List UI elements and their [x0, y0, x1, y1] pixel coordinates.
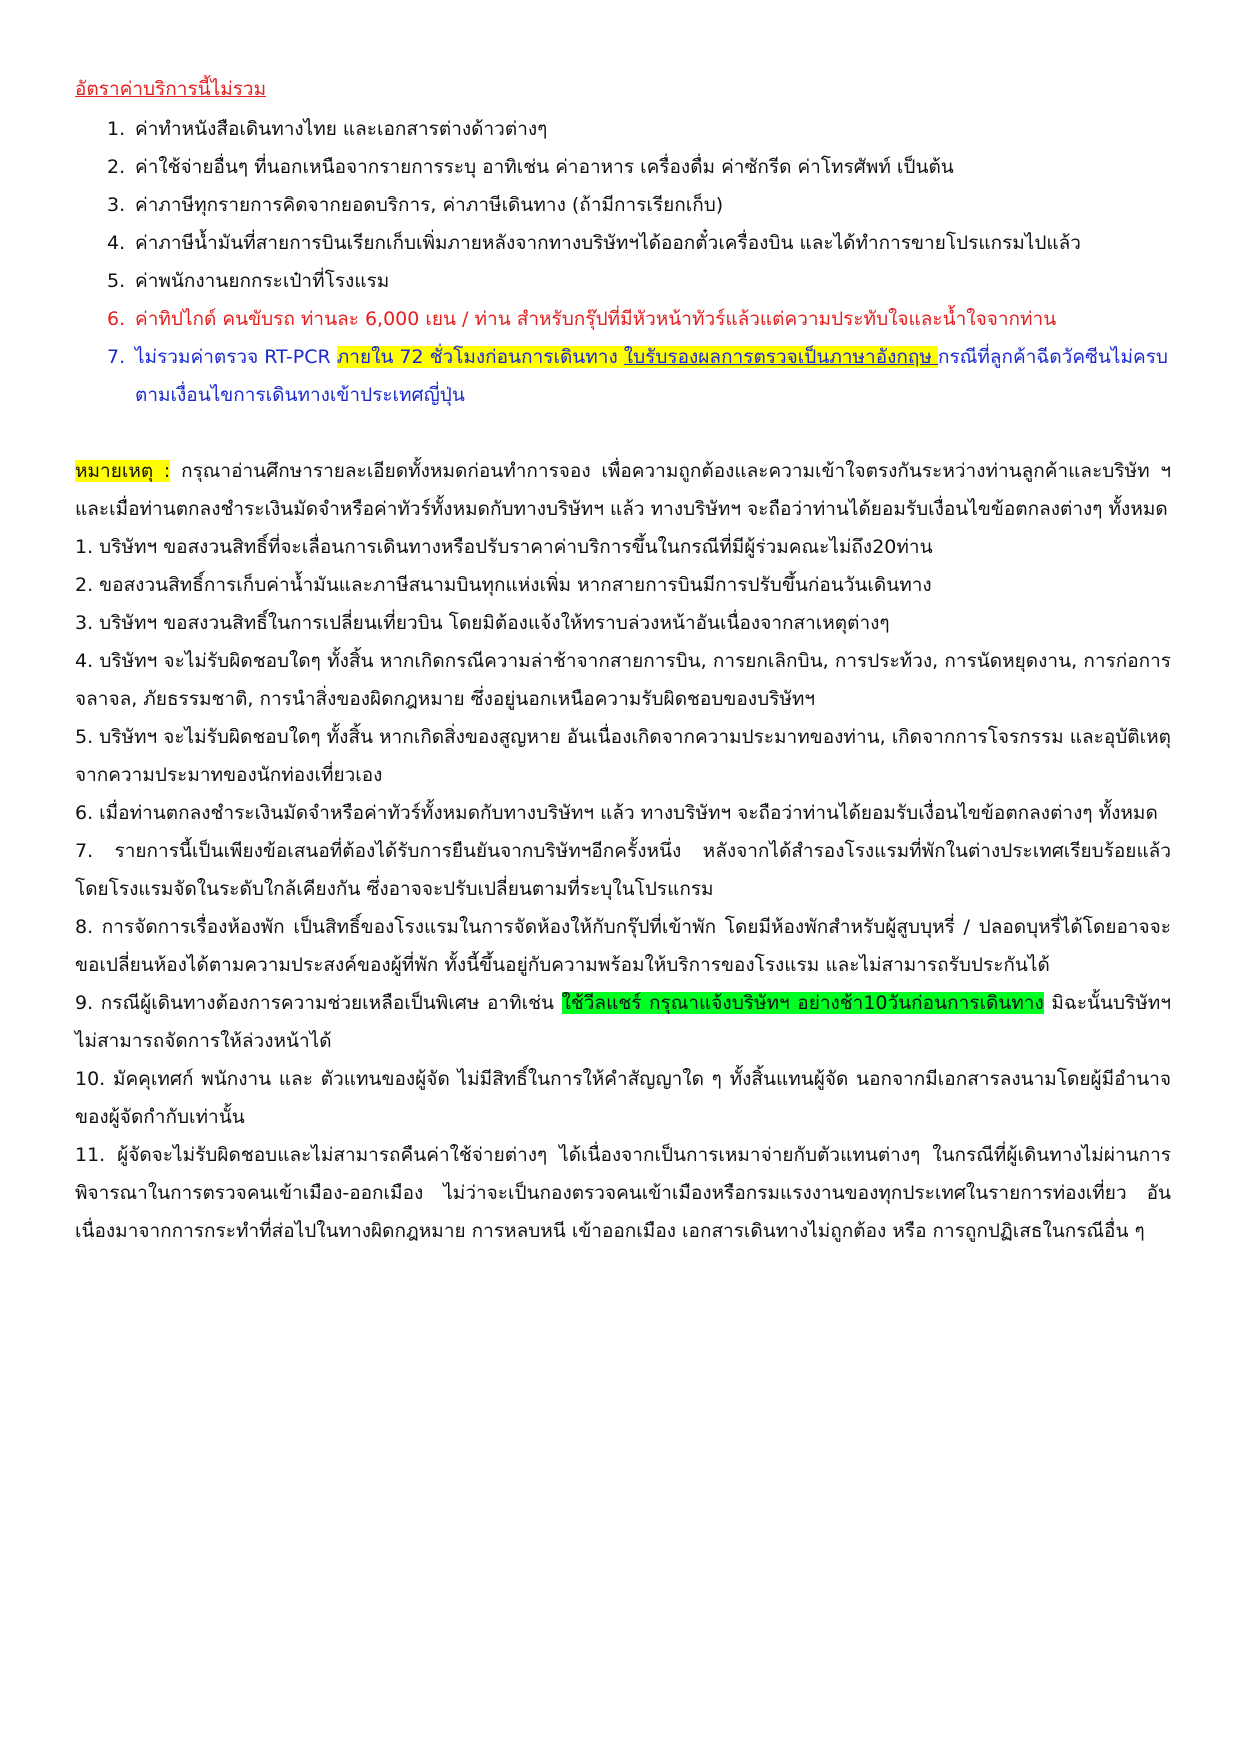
item-number: 4.	[107, 232, 126, 254]
note-item: 7. รายการนี้เป็นเพียงข้อเสนอที่ต้องได้รับการยืนยันจากบริษัทฯอีกครั้งหนึ่ง หลังจากได้สำรองโรงแรมที่พักในต่างประเทศเรียบร้อยแล้ว โดยโรงแรมจัดในระดับใกล้เคียงกัน ซึ่งอาจจะปรับเปลี่ยนตามที่ระบุในโปรแกรม	[75, 840, 1171, 900]
item-number: 2.	[107, 156, 126, 178]
note-item: 1. บริษัทฯ ขอสงวนสิทธิ์ที่จะเลื่อนการเดินทางหรือปรับราคาค่าบริการขึ้นในกรณีที่มีผู้ร่วมคณะไม่ถึง20ท่าน	[75, 536, 933, 558]
note-intro-text: กรุณาอ่านศึกษารายละเอียดทั้งหมดก่อนทำการจอง เพื่อความถูกต้องและความเข้าใจตรงกันระหว่างท่านลูกค้าและบริษัท ฯ และเมื่อท่านตกลงชำระเงินมัดจำหรือค่าทัวร์ทั้งหมดกับทางบริษัทฯ แล้ว ทางบริษัทฯ จะถือว่าท่านได้ยอมรับเงื่อนไขข้อตกลงต่างๆ ทั้งหมด	[75, 460, 1171, 520]
note-item: 8. การจัดการเรื่องห้องพัก เป็นสิทธิ์ของโรงแรมในการจัดห้องให้กับกรุ๊ปที่เข้าพัก โดยมีห้องพักสำหรับผู้สูบบุหรี่ / ปลอดบุหรี่ได้โดยอาจจะขอเปลี่ยนห้องได้ตามความประสงค์ของผู้ที่พัก ทั้งนี้ขึ้นอยู่กับความพร้อมให้บริการของโรงแรม และไม่สามารถรับประกันได้	[75, 916, 1171, 976]
item-number: 3.	[107, 194, 126, 216]
item-text: ค่าทำหนังสือเดินทางไทย และเอกสารต่างด้าวต่างๆ	[135, 118, 548, 140]
item-text: ค่าพนักงานยกกระเป๋าที่โรงแรม	[135, 270, 390, 292]
rt-pcr-certificate: ใบรับรองผลการตรวจเป็นภาษาอังกฤษ	[623, 346, 938, 368]
item-text	[135, 338, 1171, 414]
list-item-rt-pcr	[107, 338, 1171, 414]
list-item	[107, 148, 1171, 186]
exclusions-heading: อัตราค่าบริการนี้ไม่รวม	[75, 78, 267, 100]
list-item	[107, 224, 1171, 262]
rt-pcr-highlight: ภายใน 72 ชั่วโมงก่อนการเดินทาง	[336, 346, 624, 368]
rt-pcr-text: ไม่รวมค่าตรวจ RT-PCR	[135, 346, 337, 368]
note-item: 2. ขอสงวนสิทธิ์การเก็บค่าน้ำมันและภาษีสนามบินทุกแห่งเพิ่ม หากสายการบินมีการปรับขึ้นก่อนวันเดินทาง	[75, 574, 932, 596]
wheelchair-highlight: ใช้วีลแชร์ กรุณาแจ้งบริษัทฯ อย่างช้า10วันก่อนการเดินทาง	[561, 992, 1044, 1014]
note-label: หมายเหตุ :	[75, 460, 171, 482]
note-item: 3. บริษัทฯ ขอสงวนสิทธิ์ในการเปลี่ยนเที่ยวบิน โดยมิต้องแจ้งให้ทราบล่วงหน้าอันเนื่องจากสาเหตุต่างๆ	[75, 612, 890, 634]
item-number: 5.	[107, 270, 126, 292]
list-item	[107, 110, 1171, 148]
item-text: ค่าภาษีทุกรายการคิดจากยอดบริการ, ค่าภาษีเดินทาง (ถ้ามีการเรียกเก็บ)	[135, 194, 724, 216]
exclusions-list	[75, 110, 1171, 414]
item-number: 7.	[107, 346, 126, 368]
note-item: 10. มัคคุเทศก์ พนักงาน และ ตัวแทนของผู้จัด ไม่มีสิทธิ์ในการให้คำสัญญาใด ๆ ทั้งสิ้นแทนผู้จัด นอกจากมีเอกสารลงนามโดยผู้มีอำนาจของผู้จัดกำกับเท่านั้น	[75, 1068, 1171, 1128]
notes-section	[75, 452, 1171, 1250]
list-item	[107, 186, 1171, 224]
list-item-tip	[107, 300, 1171, 338]
note-item-wheelchair	[75, 984, 1171, 1060]
note-item-text: 9. กรณีผู้เดินทางต้องการความช่วยเหลือเป็นพิเศษ อาทิเช่น	[75, 992, 562, 1014]
item-number: 1.	[107, 118, 126, 140]
note-item: 6. เมื่อท่านตกลงชำระเงินมัดจำหรือค่าทัวร์ทั้งหมดกับทางบริษัทฯ แล้ว ทางบริษัทฯ จะถือว่าท่านได้ยอมรับเงื่อนไขข้อตกลงต่างๆ ทั้งหมด	[75, 802, 1158, 824]
note-item: 11. ผู้จัดจะไม่รับผิดชอบและไม่สามารถคืนค่าใช้จ่ายต่างๆ ได้เนื่องจากเป็นการเหมาจ่ายกับตัวแทนต่างๆ ในกรณีที่ผู้เดินทางไม่ผ่านการพิจารณาในการตรวจคนเข้าเมือง-ออกเมือง ไม่ว่าจะเป็นกองตรวจคนเข้าเมืองหรือกรมแรงงานของทุกประเทศในรายการท่องเที่ยว อันเนื่องมาจากการกระทำที่ส่อไปในทางผิดกฎหมาย การหลบหนี เข้าออกเมือง เอกสารเดินทางไม่ถูกต้อง หรือ การถูกปฏิเสธในกรณีอื่น ๆ	[75, 1144, 1171, 1242]
item-text: ค่าใช้จ่ายอื่นๆ ที่นอกเหนือจากรายการระบุ อาทิเช่น ค่าอาหาร เครื่องดื่ม ค่าซักรีด ค่าโทรศัพท์ เป็นต้น	[135, 156, 954, 178]
note-item: 4. บริษัทฯ จะไม่รับผิดชอบใดๆ ทั้งสิ้น หากเกิดกรณีความล่าช้าจากสายการบิน, การยกเลิกบิน, การประท้วง, การนัดหยุดงาน, การก่อการจลาจล, ภัยธรรมชาติ, การนำสิ่งของผิดกฎหมาย ซึ่งอยู่นอกเหนือความรับผิดชอบของบริษัทฯ	[75, 650, 1171, 710]
rt-pcr-condition: กรณีที่ลูกค้าฉีดวัคซีนไม่ครบตามเงื่อนไขการเดินทางเข้าประเทศญี่ปุ่น	[135, 346, 1168, 406]
item-text: ค่าทิปไกด์ คนขับรถ ท่านละ 6,000 เยน / ท่าน สำหรับกรุ๊ปที่มีหัวหน้าทัวร์แล้วแต่ความประทับใจและน้ำใจจากท่าน	[135, 308, 1057, 330]
item-text: ค่าภาษีน้ำมันที่สายการบินเรียกเก็บเพิ่มภายหลังจากทางบริษัทฯได้ออกตั๋วเครื่องบิน และได้ทำการขายโปรแกรมไปแล้ว	[135, 232, 1081, 254]
note-item-text: มิฉะนั้นบริษัทฯไม่สามารถจัดการให้ล่วงหน้าได้	[75, 992, 1171, 1052]
item-number: 6.	[107, 308, 126, 330]
note-intro	[75, 452, 1171, 528]
list-item	[107, 262, 1171, 300]
note-item: 5. บริษัทฯ จะไม่รับผิดชอบใดๆ ทั้งสิ้น หากเกิดสิ่งของสูญหาย อันเนื่องเกิดจากความประมาทของท่าน, เกิดจากการโจรกรรม และอุบัติเหตุจากความประมาทของนักท่องเที่ยวเอง	[75, 726, 1171, 786]
